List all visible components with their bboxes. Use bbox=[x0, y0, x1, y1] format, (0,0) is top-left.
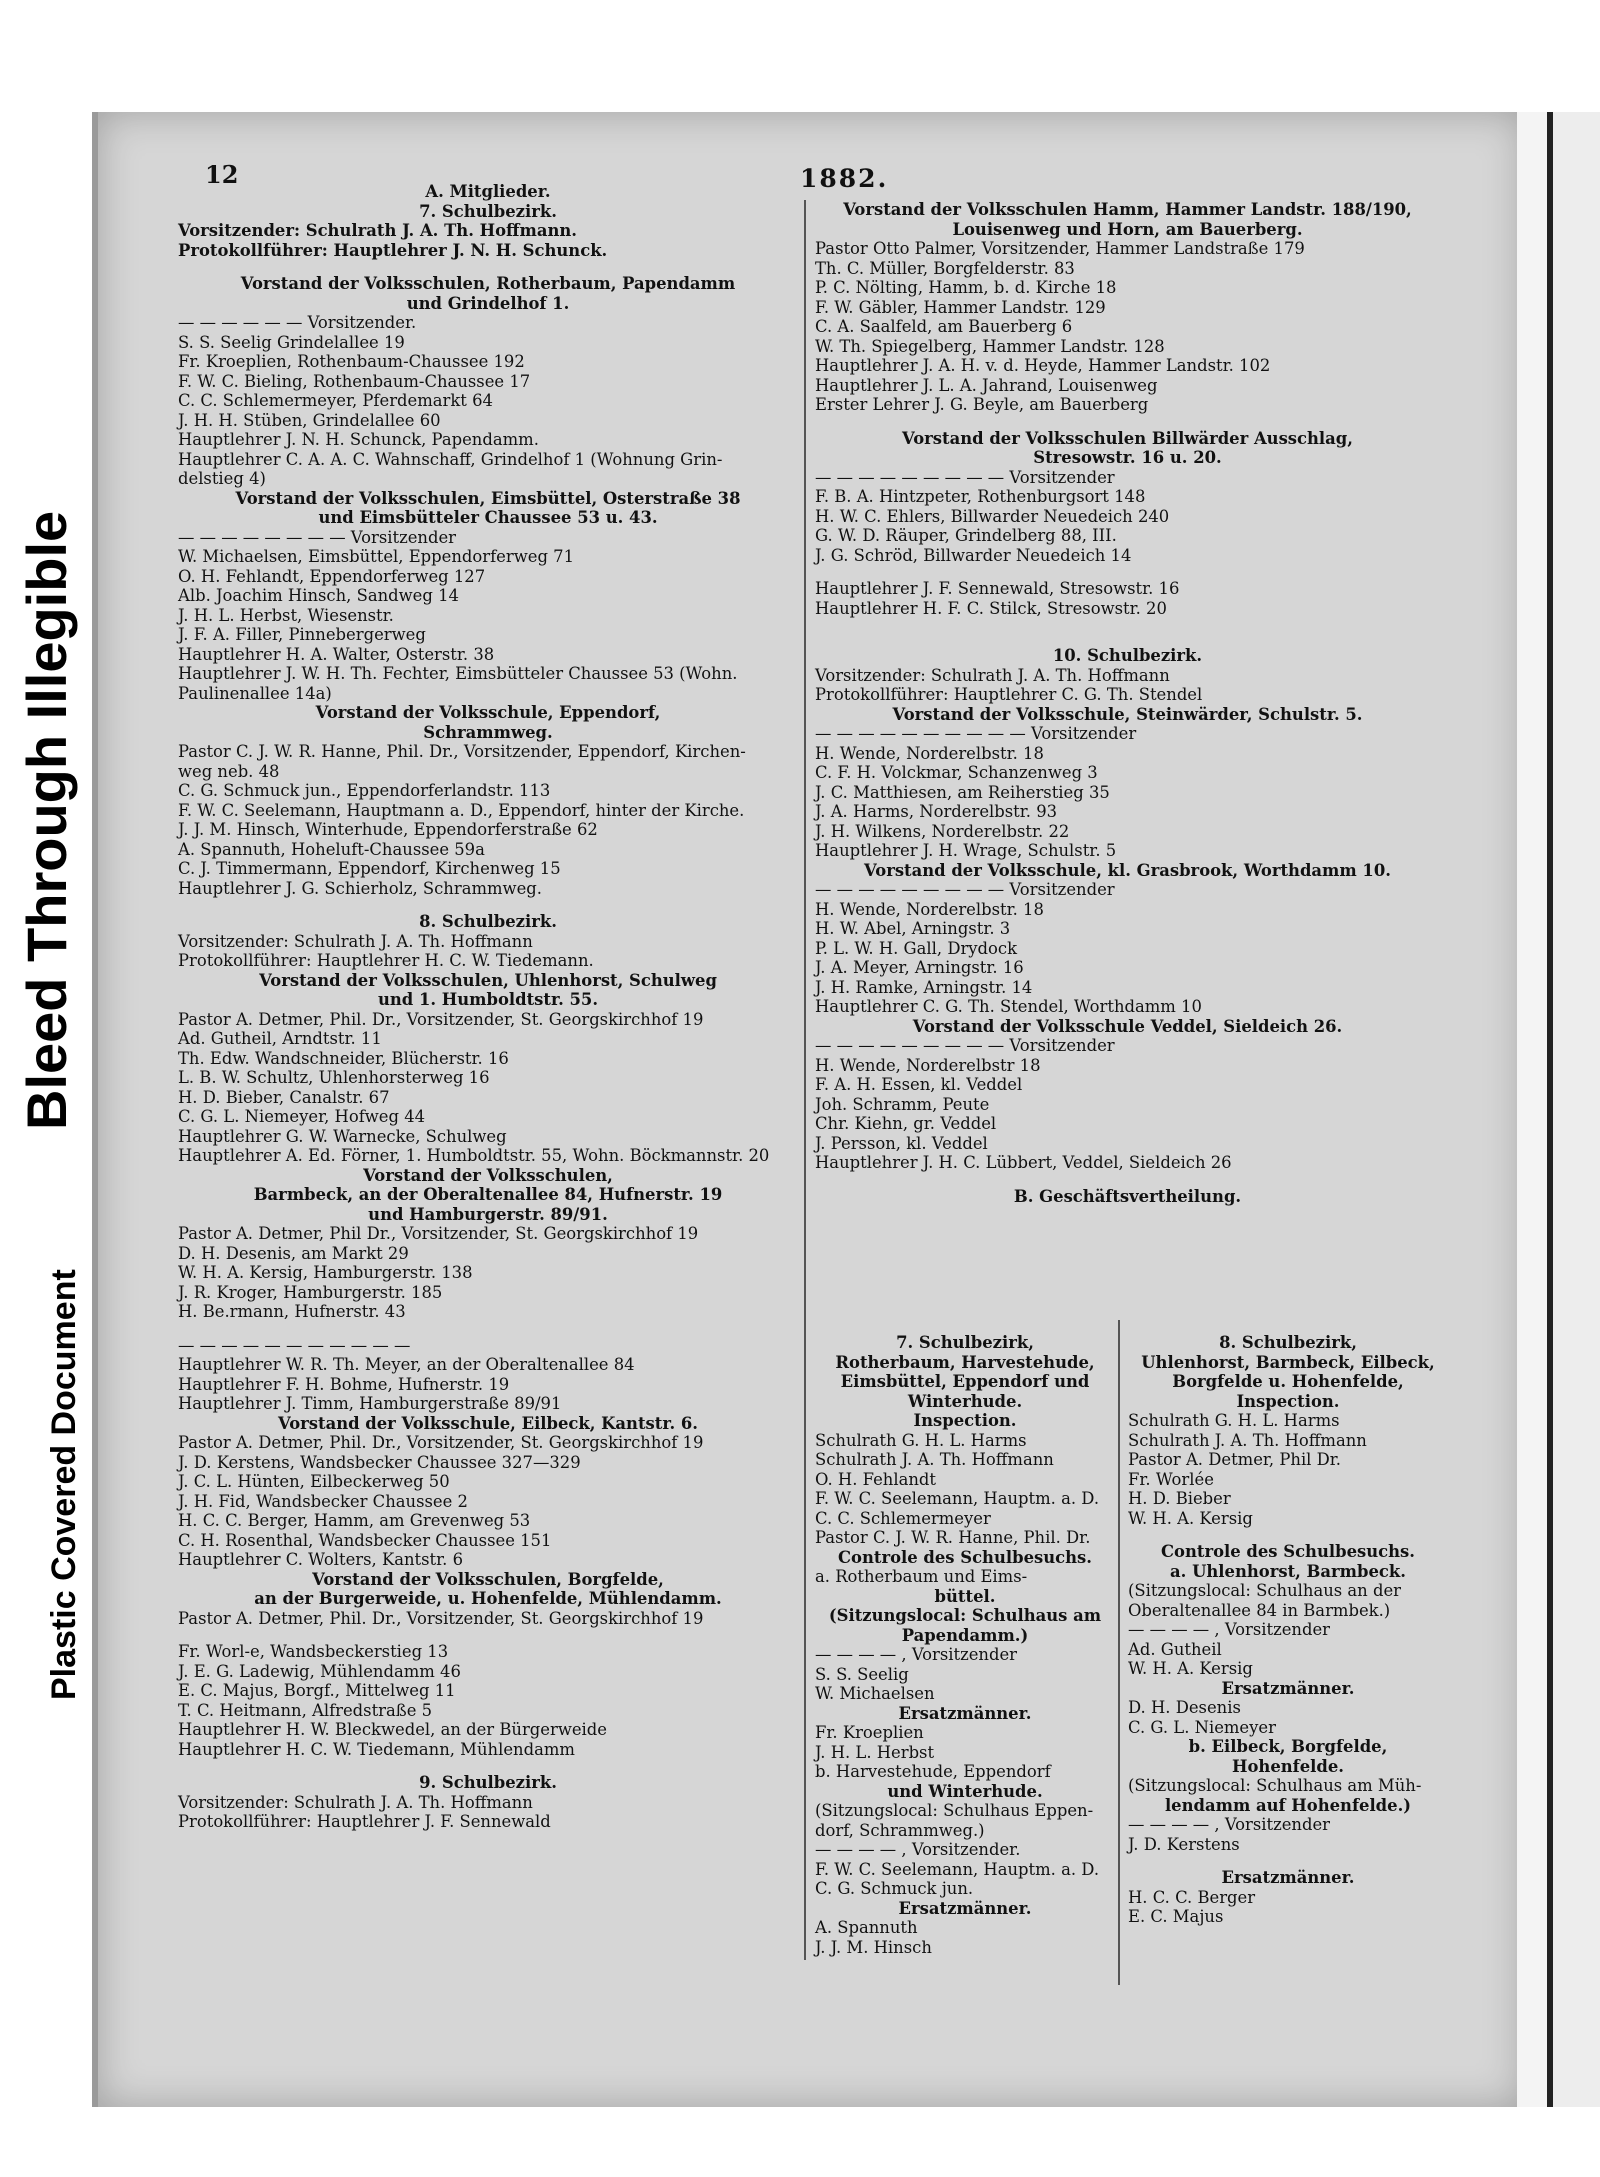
text-line: J. Persson, kl. Veddel bbox=[815, 1133, 988, 1153]
text-line: C. G. L. Niemeyer bbox=[1128, 1717, 1276, 1737]
text-line: Pastor A. Detmer, Phil. Dr., Vorsitzender, St. Georgskirchhof 19 bbox=[178, 1608, 704, 1628]
text-line: Protokollführer: Hauptlehrer J. F. Sennewald bbox=[178, 1812, 551, 1831]
text-line: Pastor A. Detmer, Phil. Dr., Vorsitzender, St. Georgskirchhof 19 bbox=[178, 1433, 704, 1452]
text-line: S. S. Seelig Grindelallee 19 bbox=[178, 332, 405, 352]
section-heading: und Winterhude. bbox=[887, 1781, 1043, 1801]
section-heading: Barmbeck, an der Oberaltenallee 84, Hufnerstr. 19 bbox=[253, 1185, 723, 1204]
text-line: Pastor A. Detmer, Phil. Dr., Vorsitzender, St. Georgskirchhof 19 bbox=[178, 1009, 704, 1029]
text-line: Pastor A. Detmer, Phil Dr., Vorsitzender, St. Georgskirchhof 19 bbox=[178, 1224, 699, 1243]
text-line: A. Spannuth, Hoheluft-Chaussee 59a bbox=[178, 839, 485, 859]
text-line: Protokollführer: Hauptlehrer C. G. Th. Stendel bbox=[815, 685, 1203, 704]
text-line: Vorsitzender: Schulrath J. A. Th. Hoffmann bbox=[815, 665, 1170, 685]
text-line bbox=[1128, 1528, 1448, 1542]
text-line bbox=[178, 1322, 798, 1336]
text-line: Hauptlehrer H. A. Walter, Osterstr. 38 bbox=[178, 644, 495, 664]
text-line: Pastor A. Detmer, Phil Dr. bbox=[1128, 1450, 1342, 1469]
text-line: W. H. A. Kersig bbox=[1128, 1508, 1253, 1528]
section-heading: Vorstand der Volksschulen, Rotherbaum, Papendamm bbox=[240, 274, 736, 293]
section-heading: Vorstand der Volksschule, Steinwärder, Schulstr. 5. bbox=[892, 704, 1363, 724]
text-line: H. D. Bieber, Canalstr. 67 bbox=[178, 1087, 390, 1107]
text-line bbox=[815, 1173, 1440, 1187]
text-line: H. Wende, Norderelbstr. 18 bbox=[815, 743, 1044, 763]
text-line: Hauptlehrer H. W. Bleckwedel, an der Bürgerweide bbox=[178, 1720, 607, 1739]
text-line: b. Harvestehude, Eppendorf bbox=[815, 1762, 1051, 1781]
text-line: Schulrath J. A. Th. Hoffmann bbox=[815, 1450, 1054, 1469]
text-line: H. W. Abel, Arningstr. 3 bbox=[815, 919, 1011, 938]
text-line: Protokollführer: Hauptlehrer H. C. W. Tiedemann. bbox=[178, 951, 594, 970]
section-heading: Controle des Schulbesuchs. bbox=[838, 1547, 1092, 1567]
text-line: — — — — , Vorsitzender bbox=[1128, 1815, 1331, 1834]
text-line: Ad. Gutheil, Arndtstr. 11 bbox=[178, 1029, 382, 1048]
text-line: Vorsitzender: Schulrath J. A. Th. Hoffmann. bbox=[178, 221, 577, 240]
text-line: H. Wende, Norderelbstr. 18 bbox=[815, 899, 1044, 919]
text-line: Hauptlehrer H. C. W. Tiedemann, Mühlendamm bbox=[178, 1739, 575, 1759]
page-number: 12 bbox=[205, 160, 239, 189]
text-line: — — — — — — — — — — Vorsitzender bbox=[815, 724, 1137, 743]
next-page-edge bbox=[1553, 112, 1600, 2107]
text-line bbox=[815, 415, 1440, 429]
text-line: P. C. Nölting, Hamm, b. d. Kirche 18 bbox=[815, 278, 1117, 297]
text-line: Paulinenallee 14a) bbox=[178, 683, 332, 703]
text-line: Hauptlehrer J. L. A. Jahrand, Louisenweg bbox=[815, 375, 1158, 395]
section-heading: 7. Schulbezirk. bbox=[419, 201, 557, 221]
section-heading: Ersatzmänner. bbox=[898, 1898, 1032, 1918]
text-line: F. W. C. Seelemann, Hauptm. a. D. bbox=[815, 1859, 1100, 1879]
text-line: J. H. Wilkens, Norderelbstr. 22 bbox=[815, 821, 1070, 841]
column-divider bbox=[804, 200, 806, 1960]
section-heading: und Hamburgerstr. 89/91. bbox=[368, 1204, 608, 1224]
text-line: W. Th. Spiegelberg, Hammer Landstr. 128 bbox=[815, 336, 1165, 356]
text-line: J. R. Kroger, Hamburgerstr. 185 bbox=[178, 1282, 443, 1302]
section-heading: Winterhude. bbox=[907, 1391, 1023, 1411]
text-line: J. A. Meyer, Arningstr. 16 bbox=[815, 958, 1024, 977]
section-heading: Inspection. bbox=[913, 1411, 1017, 1430]
text-line: Ad. Gutheil bbox=[1128, 1639, 1222, 1659]
text-line: Schulrath G. H. L. Harms bbox=[815, 1430, 1027, 1450]
text-line: Hauptlehrer J. W. H. Th. Fechter, Eimsbütteler Chaussee 53 (Wohn. bbox=[178, 664, 738, 683]
text-line: J. A. Harms, Norderelbstr. 93 bbox=[815, 802, 1058, 821]
text-line: Hauptlehrer A. Ed. Förner, 1. Humboldtstr. 55, Wohn. Böckmannstr. 20 bbox=[178, 1146, 770, 1165]
section-heading: Rotherbaum, Harvestehude, bbox=[835, 1352, 1095, 1372]
section-heading: Vorstand der Volksschule, kl. Grasbrook, Worthdamm 10. bbox=[864, 860, 1391, 880]
section-heading: Papendamm.) bbox=[901, 1625, 1029, 1645]
subcolumn-divider bbox=[1118, 1320, 1120, 1985]
section-heading: an der Burgerweide, u. Hohenfelde, Mühlendamm. bbox=[254, 1589, 722, 1608]
text-line: Schulrath J. A. Th. Hoffmann bbox=[1128, 1430, 1367, 1450]
text-line: C. C. Schlemermeyer, Pferdemarkt 64 bbox=[178, 391, 493, 410]
text-line: — — — — — — — — — Vorsitzender bbox=[815, 1036, 1115, 1055]
section-heading: Vorstand der Volksschule Veddel, Sieldeich 26. bbox=[912, 1016, 1343, 1036]
section-heading: Vorstand der Volksschule, Eilbeck, Kantstr. 6. bbox=[278, 1413, 698, 1433]
section-heading: 9. Schulbezirk. bbox=[419, 1773, 557, 1792]
section-heading: Stresowstr. 16 u. 20. bbox=[1033, 448, 1222, 467]
text-line: delstieg 4) bbox=[178, 469, 266, 488]
text-line: Protokollführer: Hauptlehrer J. N. H. Schunck. bbox=[178, 240, 608, 260]
text-line: Pastor C. J. W. R. Hanne, Phil. Dr., Vorsitzender, Eppendorf, Kirchen- bbox=[178, 742, 746, 761]
section-heading: Hohenfelde. bbox=[1232, 1756, 1344, 1776]
text-line: J. H. H. Stüben, Grindelallee 60 bbox=[178, 410, 441, 430]
text-line: Hauptlehrer J. N. H. Schunck, Papendamm. bbox=[178, 430, 539, 449]
text-line bbox=[178, 1759, 798, 1773]
text-line: J. H. Fid, Wandsbecker Chaussee 2 bbox=[178, 1491, 468, 1511]
text-line: — — — — — — — — — Vorsitzender bbox=[815, 467, 1115, 487]
text-line: Fr. Kroeplien, Rothenbaum-Chaussee 192 bbox=[178, 352, 525, 371]
section-heading: und Eimsbütteler Chaussee 53 u. 43. bbox=[318, 508, 658, 527]
text-line: H. D. Bieber bbox=[1128, 1489, 1231, 1508]
text-line: E. C. Majus bbox=[1128, 1907, 1224, 1926]
section-heading: Schrammweg. bbox=[423, 722, 553, 742]
text-line: — — — — — — — — Vorsitzender bbox=[178, 527, 456, 547]
bleed-through-label: Bleed Through Illegible bbox=[15, 510, 78, 1130]
text-line bbox=[178, 898, 798, 912]
section-heading: Inspection. bbox=[1236, 1391, 1340, 1411]
text-line: C. F. H. Volckmar, Schanzenweg 3 bbox=[815, 763, 1098, 782]
section-heading: Ersatzmänner. bbox=[1221, 1868, 1355, 1887]
section-heading: Vorstand der Volksschulen, Eimsbüttel, Osterstraße 38 bbox=[235, 488, 741, 508]
text-line: H. C. C. Berger bbox=[1128, 1887, 1256, 1907]
text-line: Schulrath G. H. L. Harms bbox=[1128, 1411, 1340, 1430]
section-heading: Vorstand der Volksschule, Eppendorf, bbox=[315, 703, 661, 722]
text-line: Erster Lehrer J. G. Beyle, am Bauerberg bbox=[815, 395, 1149, 414]
text-line: W. Michaelsen, Eimsbüttel, Eppendorferweg 71 bbox=[178, 547, 574, 566]
text-line: J. H. Ramke, Arningstr. 14 bbox=[815, 977, 1033, 997]
text-line bbox=[815, 632, 1440, 646]
district-8-allocation bbox=[1128, 1333, 1448, 1927]
right-column bbox=[815, 200, 1440, 1206]
text-line: C. A. Saalfeld, am Bauerberg 6 bbox=[815, 317, 1073, 336]
text-line: Hauptlehrer J. H. C. Lübbert, Veddel, Sieldeich 26 bbox=[815, 1153, 1232, 1172]
section-heading: b. Eilbeck, Borgfelde, bbox=[1188, 1737, 1388, 1756]
text-line: Fr. Worlée bbox=[1128, 1469, 1214, 1489]
text-line: H. Wende, Norderelbstr 18 bbox=[815, 1055, 1041, 1075]
text-line: J. H. L. Herbst, Wiesenstr. bbox=[178, 605, 394, 625]
text-line: Th. Edw. Wandschneider, Blücherstr. 16 bbox=[178, 1048, 509, 1068]
text-line: Pastor Otto Palmer, Vorsitzender, Hammer Landstraße 179 bbox=[815, 239, 1305, 258]
section-heading: Eimsbüttel, Eppendorf und bbox=[840, 1372, 1090, 1391]
page-year: 1882. bbox=[800, 164, 889, 193]
district-7-allocation bbox=[815, 1333, 1115, 1957]
text-line bbox=[815, 565, 1440, 579]
text-line: Hauptlehrer C. A. A. C. Wahnschaff, Grindelhof 1 (Wohnung Grin- bbox=[178, 449, 723, 469]
section-heading: büttel. bbox=[934, 1586, 996, 1606]
text-line: — — — — , Vorsitzender bbox=[1128, 1620, 1331, 1639]
text-line: J. E. G. Ladewig, Mühlendamm 46 bbox=[178, 1661, 461, 1681]
text-line: Hauptlehrer J. F. Sennewald, Stresowstr. 16 bbox=[815, 579, 1180, 598]
text-line: Th. C. Müller, Borgfelderstr. 83 bbox=[815, 258, 1075, 278]
text-line: P. L. W. H. Gall, Drydock bbox=[815, 938, 1018, 958]
text-line: Pastor C. J. W. R. Hanne, Phil. Dr. bbox=[815, 1528, 1091, 1547]
text-line: (Sitzungslocal: Schulhaus Eppen- bbox=[815, 1801, 1094, 1820]
text-line: dorf, Schrammweg.) bbox=[815, 1820, 985, 1840]
plastic-covered-label: Plastic Covered Document bbox=[45, 1269, 83, 1700]
text-line: Hauptlehrer F. H. Bohme, Hufnerstr. 19 bbox=[178, 1374, 510, 1394]
text-line: J. J. M. Hinsch bbox=[815, 1937, 932, 1957]
text-line: (Sitzungslocal: Schulhaus am Müh- bbox=[1128, 1776, 1422, 1795]
section-heading: 10. Schulbezirk. bbox=[1052, 646, 1203, 665]
text-line: G. W. D. Räuper, Grindelberg 88, III. bbox=[815, 526, 1117, 545]
text-line: J. C. Matthiesen, am Reiherstieg 35 bbox=[815, 782, 1110, 802]
text-line: W. H. A. Kersig, Hamburgerstr. 138 bbox=[178, 1263, 473, 1282]
section-heading: (Sitzungslocal: Schulhaus am bbox=[828, 1606, 1102, 1625]
section-heading: Ersatzmänner. bbox=[1221, 1678, 1355, 1698]
text-line: F. W. Gäbler, Hammer Landstr. 129 bbox=[815, 297, 1106, 317]
text-line: D. H. Desenis bbox=[1128, 1698, 1241, 1717]
text-line: J. J. M. Hinsch, Winterhude, Eppendorferstraße 62 bbox=[178, 820, 598, 839]
text-line: — — — — , Vorsitzender bbox=[815, 1645, 1018, 1664]
text-line: S. S. Seelig bbox=[815, 1664, 909, 1684]
section-heading: a. Uhlenhorst, Barmbeck. bbox=[1170, 1561, 1406, 1581]
section-heading: Vorstand der Volksschulen, bbox=[363, 1165, 613, 1185]
text-line: Hauptlehrer J. Timm, Hamburgerstraße 89/91 bbox=[178, 1394, 562, 1413]
text-line: E. C. Majus, Borgf., Mittelweg 11 bbox=[178, 1681, 456, 1700]
text-line: Hauptlehrer H. F. C. Stilck, Stresowstr. 20 bbox=[815, 598, 1167, 618]
section-heading: Vorstand der Volksschulen Billwärder Ausschlag, bbox=[902, 428, 1353, 448]
section-heading: Louisenweg und Horn, am Bauerberg. bbox=[952, 219, 1303, 239]
text-line: J. G. Schröd, Billwarder Neuedeich 14 bbox=[815, 545, 1132, 565]
text-line: A. Spannuth bbox=[815, 1918, 918, 1937]
section-heading: 7. Schulbezirk, bbox=[896, 1333, 1034, 1352]
text-line: W. Michaelsen bbox=[815, 1684, 935, 1703]
text-line: — — — — , Vorsitzender. bbox=[815, 1840, 1021, 1859]
text-line: C. G. L. Niemeyer, Hofweg 44 bbox=[178, 1107, 426, 1126]
left-column bbox=[178, 182, 798, 1832]
text-line: H. Be.rmann, Hufnerstr. 43 bbox=[178, 1302, 406, 1321]
text-line: Joh. Schramm, Peute bbox=[815, 1094, 990, 1114]
text-line: C. C. Schlemermeyer bbox=[815, 1508, 991, 1528]
text-line: W. H. A. Kersig bbox=[1128, 1659, 1253, 1678]
text-line: F. W. C. Seelemann, Hauptmann a. D., Eppendorf, hinter der Kirche. bbox=[178, 800, 745, 820]
text-line bbox=[178, 260, 798, 274]
text-line: Hauptlehrer W. R. Th. Meyer, an der Oberaltenallee 84 bbox=[178, 1355, 635, 1374]
text-line: T. C. Heitmann, Alfredstraße 5 bbox=[178, 1700, 433, 1720]
section-heading: B. Geschäftsvertheilung. bbox=[1013, 1186, 1242, 1206]
text-line: Fr. Worl-e, Wandsbeckerstieg 13 bbox=[178, 1642, 449, 1661]
text-line: C. J. Timmermann, Eppendorf, Kirchenweg 15 bbox=[178, 859, 561, 878]
text-line: Hauptlehrer G. W. Warnecke, Schulweg bbox=[178, 1126, 507, 1146]
text-line: J. H. L. Herbst bbox=[815, 1742, 935, 1762]
text-line: D. H. Desenis, am Markt 29 bbox=[178, 1243, 409, 1263]
section-heading: Vorstand der Volksschulen, Borgfelde, bbox=[312, 1569, 664, 1589]
text-line bbox=[1128, 1854, 1448, 1868]
text-line: J. C. L. Hünten, Eilbeckerweg 50 bbox=[178, 1472, 450, 1491]
section-heading: und 1. Humboldtstr. 55. bbox=[377, 990, 599, 1009]
text-line: Vorsitzender: Schulrath J. A. Th. Hoffmann bbox=[178, 931, 533, 951]
text-line: Vorsitzender: Schulrath J. A. Th. Hoffmann bbox=[178, 1792, 533, 1812]
text-line: H. C. C. Berger, Hamm, am Grevenweg 53 bbox=[178, 1511, 531, 1530]
text-line: Hauptlehrer J. H. Wrage, Schulstr. 5 bbox=[815, 841, 1117, 860]
section-heading: lendamm auf Hohenfelde.) bbox=[1164, 1795, 1412, 1815]
text-line: Hauptlehrer C. G. Th. Stendel, Worthdamm 10 bbox=[815, 997, 1202, 1016]
text-line: J. D. Kerstens, Wandsbecker Chaussee 327—329 bbox=[178, 1452, 581, 1472]
annotation-sidebar bbox=[0, 0, 92, 2177]
text-line: J. F. A. Filler, Pinnebergerweg bbox=[178, 625, 426, 644]
section-heading: 8. Schulbezirk, bbox=[1219, 1333, 1357, 1352]
text-line: C. G. Schmuck jun., Eppendorferlandstr. 113 bbox=[178, 781, 551, 800]
text-line: F. W. C. Bieling, Rothenbaum-Chaussee 17 bbox=[178, 371, 531, 391]
text-line: — — — — — — Vorsitzender. bbox=[178, 313, 417, 332]
text-line: Oberaltenallee 84 in Barmbek.) bbox=[1128, 1600, 1391, 1620]
section-heading: Ersatzmänner. bbox=[898, 1703, 1032, 1723]
text-line: — — — — — — — — — — — bbox=[178, 1335, 411, 1355]
text-line: (Sitzungslocal: Schulhaus an der bbox=[1128, 1581, 1401, 1600]
text-line: Fr. Kroeplien bbox=[815, 1723, 924, 1742]
text-line: Chr. Kiehn, gr. Veddel bbox=[815, 1114, 997, 1133]
text-line: F. A. H. Essen, kl. Veddel bbox=[815, 1075, 1023, 1094]
text-line: J. D. Kerstens bbox=[1128, 1834, 1240, 1854]
text-line: a. Rotherbaum und Eims- bbox=[815, 1567, 1028, 1586]
section-heading: 8. Schulbezirk. bbox=[419, 912, 557, 931]
text-line: H. W. C. Ehlers, Billwarder Neuedeich 240 bbox=[815, 506, 1170, 526]
text-line: C. G. Schmuck jun. bbox=[815, 1879, 974, 1898]
section-heading: Uhlenhorst, Barmbeck, Eilbeck, bbox=[1141, 1352, 1435, 1372]
section-heading: Controle des Schulbesuchs. bbox=[1161, 1542, 1415, 1561]
section-heading: Vorstand der Volksschulen, Uhlenhorst, Schulweg bbox=[259, 970, 717, 990]
text-line: O. H. Fehlandt, Eppendorferweg 127 bbox=[178, 566, 486, 586]
text-line: F. W. C. Seelemann, Hauptm. a. D. bbox=[815, 1489, 1100, 1508]
text-line: O. H. Fehlandt bbox=[815, 1469, 936, 1489]
text-line: Hauptlehrer C. Wolters, Kantstr. 6 bbox=[178, 1550, 463, 1569]
text-line: Alb. Joachim Hinsch, Sandweg 14 bbox=[178, 586, 459, 605]
text-line: C. H. Rosenthal, Wandsbecker Chaussee 151 bbox=[178, 1530, 552, 1550]
section-heading: und Grindelhof 1. bbox=[406, 293, 570, 313]
text-line: — — — — — — — — — Vorsitzender bbox=[815, 880, 1115, 899]
text-line: Hauptlehrer J. G. Schierholz, Schrammweg. bbox=[178, 878, 542, 898]
section-heading: Borgfelde u. Hohenfelde, bbox=[1172, 1372, 1404, 1391]
section-heading: Vorstand der Volksschulen Hamm, Hammer Landstr. 188/190, bbox=[843, 200, 1412, 219]
text-line bbox=[178, 1628, 798, 1642]
text-line: F. B. A. Hintzpeter, Rothenburgsort 148 bbox=[815, 487, 1146, 506]
text-line bbox=[815, 618, 1440, 632]
section-heading: A. Mitglieder. bbox=[425, 182, 551, 201]
text-line: L. B. W. Schultz, Uhlenhorsterweg 16 bbox=[178, 1068, 490, 1087]
text-line: weg neb. 48 bbox=[178, 761, 280, 781]
text-line: Hauptlehrer J. A. H. v. d. Heyde, Hammer Landstr. 102 bbox=[815, 356, 1271, 375]
page-gutter bbox=[1517, 112, 1547, 2107]
